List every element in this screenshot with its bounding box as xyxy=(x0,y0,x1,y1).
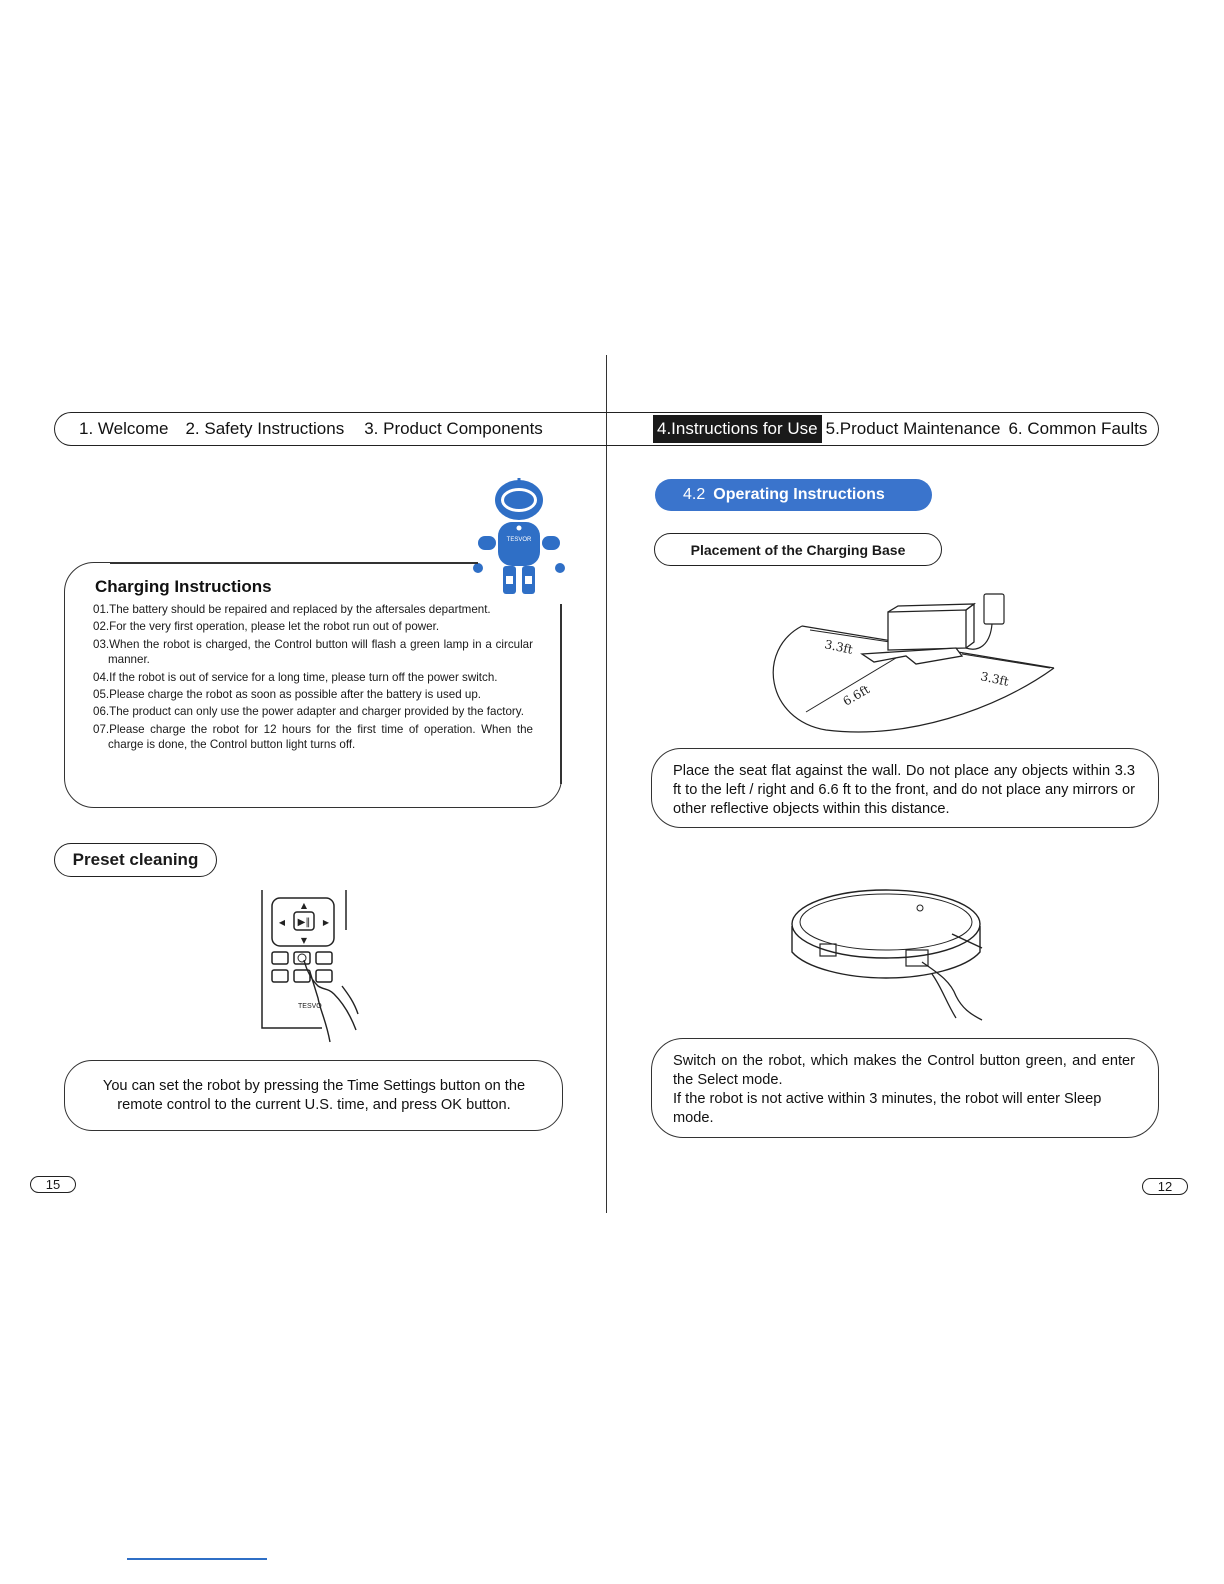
charging-item: 03.When the robot is charged, the Control button will flash a green lamp in a circular manner. xyxy=(93,637,533,667)
section-title: Operating Instructions xyxy=(713,486,885,503)
section-number: 4.2 xyxy=(683,486,706,503)
nav-item-maintenance[interactable]: 5.Product Maintenance xyxy=(825,419,1001,438)
remote-control-illustration xyxy=(258,890,382,1050)
charging-item: 06.The product can only use the power adapter and charger provided by the factory. xyxy=(93,705,524,719)
svg-text:◀: ◀ xyxy=(278,918,286,927)
nav-item-welcome[interactable]: 1. Welcome xyxy=(79,419,169,438)
switch-on-text-2: If the robot is not active within 3 minutes, the robot will enter Sleep mode. xyxy=(673,1091,1102,1126)
nav-bar-right xyxy=(607,412,1159,446)
page-number-right: 12 xyxy=(1142,1178,1188,1195)
preset-text: You can set the robot by pressing the Time Settings button on the remote control to the current U.S. time, and press OK button. xyxy=(102,1078,526,1113)
svg-text:▶: ▶ xyxy=(322,918,330,927)
charging-title: Charging Instructions xyxy=(95,577,272,596)
nav-item-instructions-active[interactable]: 4.Instructions for Use xyxy=(653,415,822,443)
remote-brand: TESVO xyxy=(298,1003,322,1010)
placement-text: Place the seat flat against the wall. Do not place any objects within 3.3 ft to the left / right and 6.6 ft to the front, and do not place any mirrors or other reflective objects within this distance. xyxy=(673,763,1135,817)
box-right-edge xyxy=(560,604,562,784)
dim-front-label: 6.6ft xyxy=(840,682,873,709)
operating-instructions-heading xyxy=(655,479,932,511)
preset-cleaning-heading: Preset cleaning xyxy=(54,843,217,877)
dim-right-label: 3.3ft xyxy=(979,669,1011,689)
charging-list xyxy=(93,602,533,755)
robot-vacuum-illustration xyxy=(786,884,996,1024)
nav-bar-left xyxy=(54,412,607,446)
page-number-left: 15 xyxy=(30,1176,76,1193)
charging-item: 05.Please charge the robot as soon as possible after the battery is used up. xyxy=(93,688,481,702)
mascot-brand: TESVOR xyxy=(506,537,532,543)
placement-heading: Placement of the Charging Base xyxy=(654,533,942,566)
charging-base-diagram xyxy=(766,590,1066,740)
nav-item-safety[interactable]: 2. Safety Instructions xyxy=(185,419,345,438)
svg-text:▶‖: ▶‖ xyxy=(297,917,311,928)
dim-left-label: 3.3ft xyxy=(823,637,855,657)
charging-item: 01.The battery should be repaired and replaced by the aftersales department. xyxy=(93,603,491,616)
center-divider xyxy=(606,355,607,1213)
box-top-line xyxy=(110,562,478,564)
charging-item: 07.Please charge the robot for 12 hours for the first time of operation. When the charge is done, the Control button light turns off. xyxy=(93,722,533,752)
mascot-robot-icon xyxy=(466,476,572,608)
switch-on-text-1: Switch on the robot, which makes the Control button green, and enter the Select mode. xyxy=(673,1053,1135,1088)
svg-text:▲: ▲ xyxy=(300,901,308,910)
nav-item-components[interactable]: 3. Product Components xyxy=(364,419,543,438)
footer-blue-line xyxy=(127,1558,267,1560)
svg-text:▼: ▼ xyxy=(300,936,308,945)
nav-item-faults[interactable]: 6. Common Faults xyxy=(1008,419,1148,438)
charging-item: 04.If the robot is out of service for a long time, please turn off the power switch. xyxy=(93,670,498,684)
charging-item: 02.For the very first operation, please let the robot run out of power. xyxy=(93,620,440,634)
